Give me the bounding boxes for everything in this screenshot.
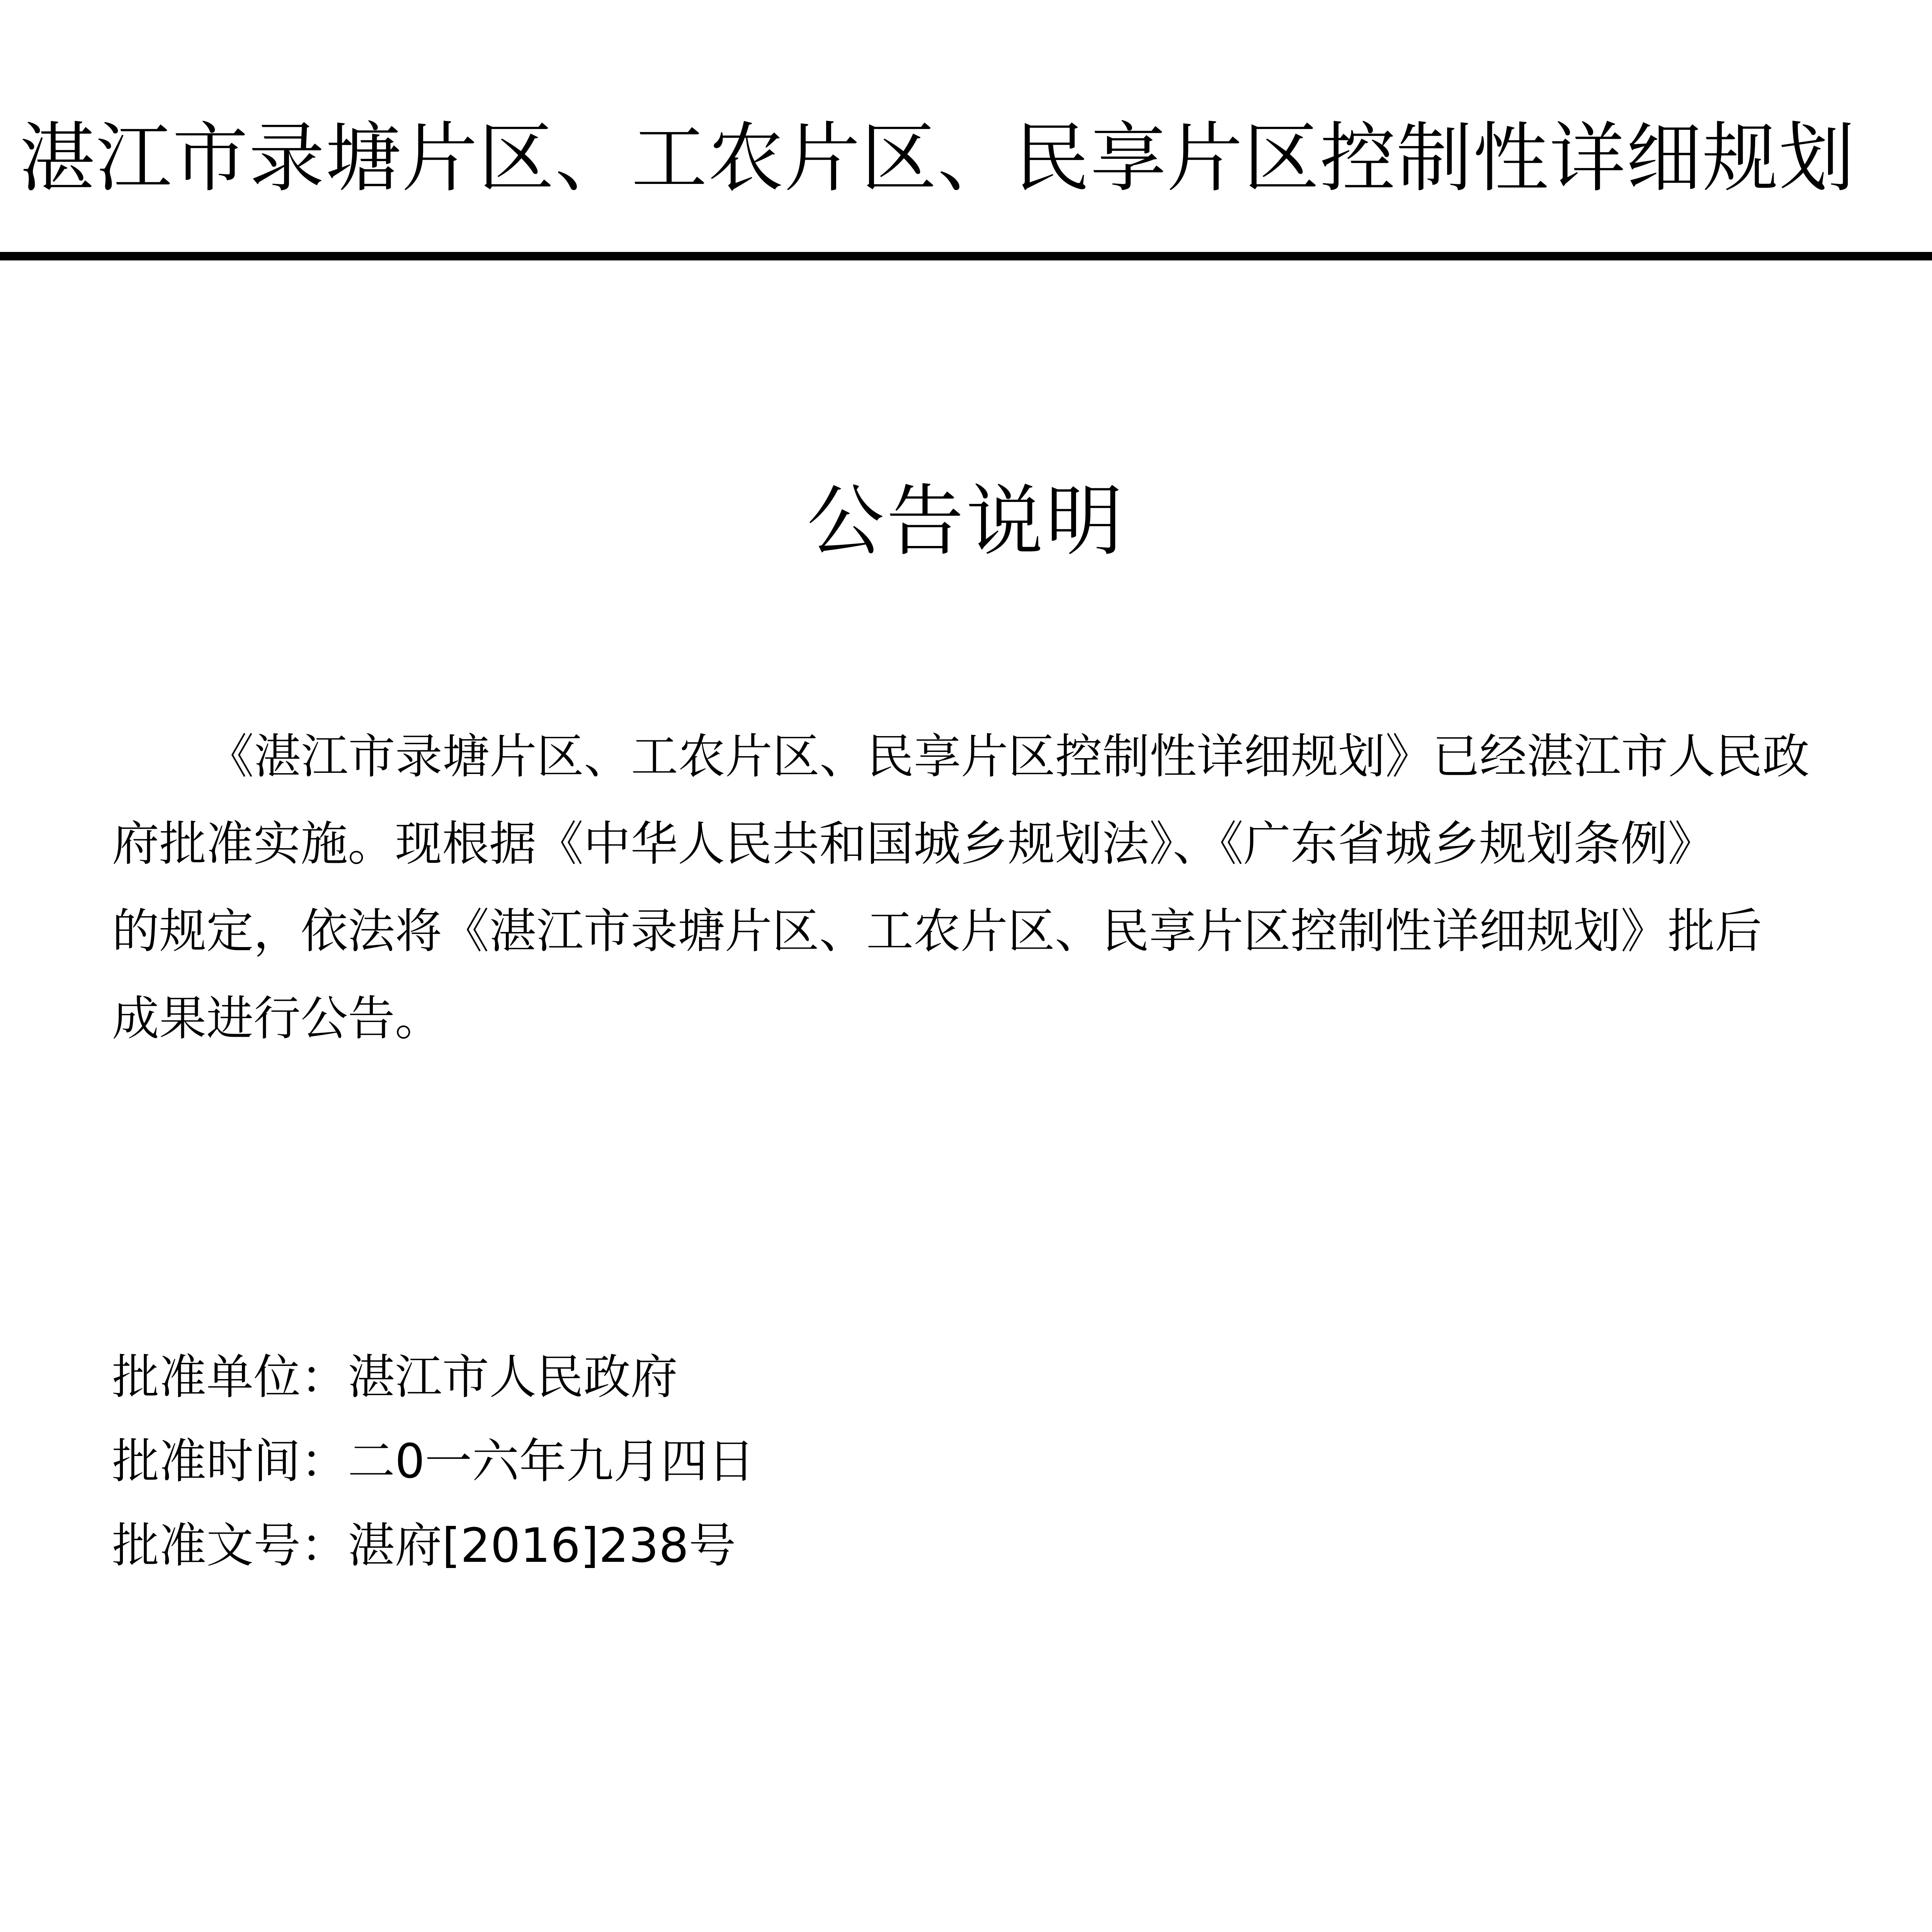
document-header — [0, 0, 1932, 263]
notice-body-paragraph: 《湛江市录塘片区、工农片区、民享片区控制性详细规划》已经湛江市人民政 府批准实施。现根据《中华人民共和国城乡规划法》、《广东省城乡规划条例》 的规定，依法将《湛江市录塘片区、工农片区、民享片区控制性详细规划》批后 成果进行公告。 — [112, 729, 1810, 1046]
header-title: 湛江市录塘片区、工农片区、民享片区控制性详细规划 — [19, 114, 1856, 202]
approval-document-number-value: 湛府[2016]238号 — [348, 1518, 736, 1573]
header-divider — [0, 252, 1932, 260]
notice-title: 公告说明 — [806, 476, 1125, 566]
approval-info — [112, 1335, 1812, 1588]
approval-unit-value: 湛江市人民政府 — [348, 1350, 678, 1405]
approval-date-line — [112, 1419, 1812, 1503]
approval-date-value: 二0一六年九月四日 — [348, 1434, 755, 1489]
approval-document-number-line — [112, 1503, 1812, 1588]
approval-date-label: 批准时间： — [112, 1434, 348, 1489]
approval-unit-label: 批准单位： — [112, 1350, 348, 1405]
approval-document-number-label: 批准文号： — [112, 1518, 348, 1573]
approval-unit-line — [112, 1335, 1812, 1419]
